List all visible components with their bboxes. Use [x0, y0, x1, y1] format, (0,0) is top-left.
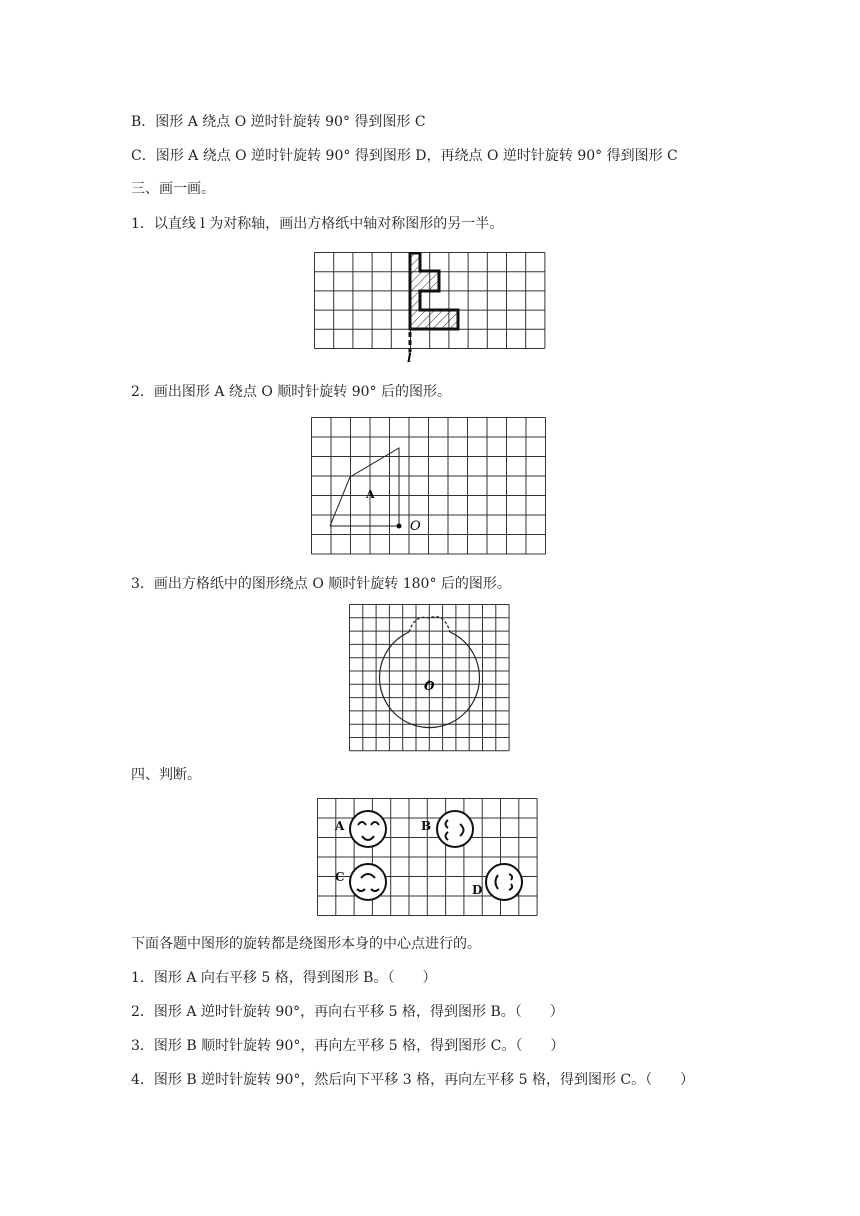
label-c: C	[335, 870, 345, 884]
judge-instruction: 下面各题中图形的旋转都是绕图形本身的中心点进行的。	[131, 936, 481, 952]
judge-item-2: 2．图形 A 逆时针旋转 90°，再向右平移 5 格，得到图形 B。（ ）	[131, 1004, 564, 1020]
section-heading-judge: 四、判断。	[131, 767, 201, 783]
question-3-text: 3．画出方格纸中的图形绕点 O 顺时针旋转 180° 后的图形。	[131, 576, 511, 592]
grid-lines	[350, 605, 510, 751]
figure-rotation-180-grid	[349, 604, 511, 754]
option-b: B．图形 A 绕点 O 逆时针旋转 90° 得到图形 C	[131, 114, 426, 130]
question-1-text: 1．以直线 l 为对称轴，画出方格纸中轴对称图形的另一半。	[131, 216, 504, 232]
face-b	[437, 811, 473, 847]
shape-a	[330, 448, 399, 526]
shape-a-label: A	[366, 488, 375, 501]
point-o-label: O	[424, 679, 435, 693]
figure-rotation-90-grid	[311, 417, 547, 557]
option-c: C．图形 A 绕点 O 逆时针旋转 90° 得到图形 D，再绕点 O 逆时针旋转 90° 得到图形 C	[131, 148, 678, 164]
face-a	[350, 811, 386, 847]
judge-item-3: 3．图形 B 顺时针旋转 90°，再向左平移 5 格，得到图形 C。（ ）	[131, 1038, 565, 1054]
figure-judgement-grid	[317, 798, 539, 918]
judge-item-4: 4．图形 B 逆时针旋转 90°，然后向下平移 3 格，再向左平移 5 格，得到图形 C。（ ）	[131, 1072, 695, 1088]
question-2-text: 2．画出图形 A 绕点 O 顺时针旋转 90° 后的图形。	[131, 384, 452, 400]
face-c	[350, 864, 386, 900]
label-a: A	[335, 819, 345, 833]
point-o-label: O	[410, 519, 421, 534]
label-d: D	[472, 883, 483, 897]
figure-symmetry-grid	[314, 252, 546, 366]
section-heading-draw: 三、画一画。	[131, 181, 215, 197]
face-d	[486, 864, 522, 900]
judge-item-1: 1．图形 A 向右平移 5 格，得到图形 B。（ ）	[131, 970, 437, 986]
axis-label: l	[407, 351, 412, 365]
point-o-dot	[397, 524, 402, 529]
grid-lines	[315, 253, 545, 349]
label-b: B	[421, 819, 432, 833]
